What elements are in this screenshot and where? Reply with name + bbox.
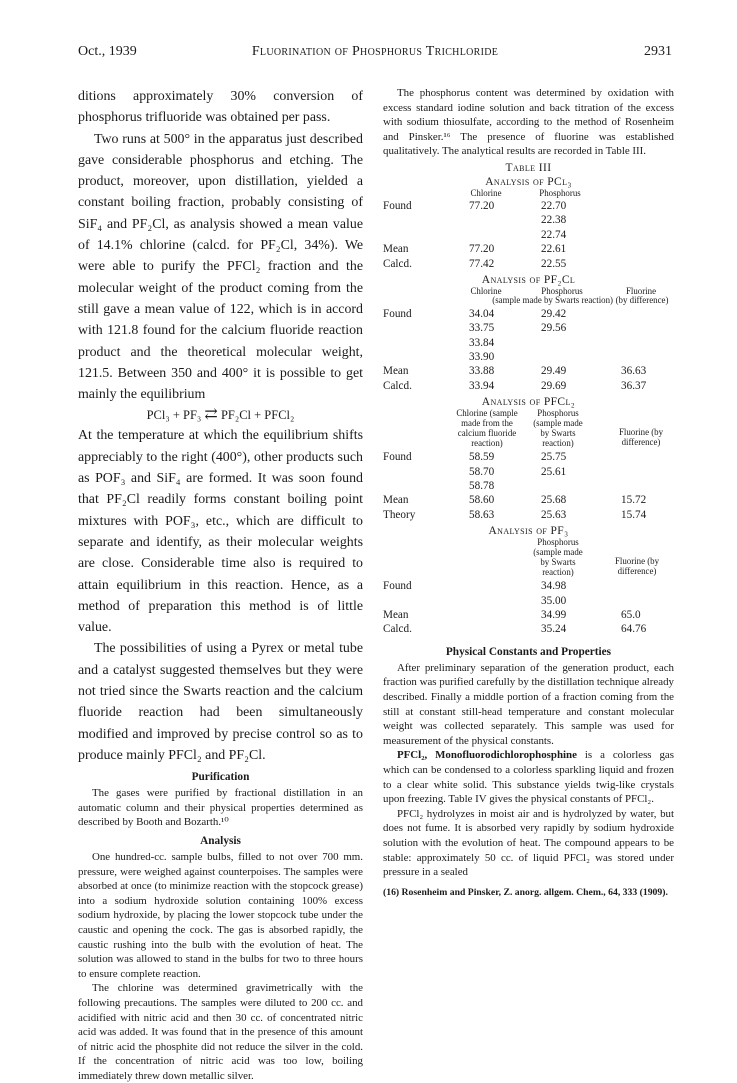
table-cell: 36.63 (621, 365, 647, 378)
left-column (78, 86, 363, 1083)
column-header: Phosphorus (541, 285, 583, 296)
row-label: Mean (383, 494, 409, 507)
equation-left: PCl₃ + PF₃ (146, 408, 202, 423)
paragraph: After preliminary separation of the generation product, each fraction was purified carefully by the distillation technique already described. Finally a middle portion of a fraction coming from the still at constant still-head temperature and constant molecular weight was collected separately. This sample was used for measurement of the physical constants. (383, 661, 674, 747)
compound-name: PFCl₂, Monofluorodichlorophosphine (397, 749, 577, 762)
paragraph: ditions approximately 30% conversion of phosphorus trifluoride was obtained per pass. (78, 89, 363, 126)
table-row (383, 351, 674, 365)
table-cell: 15.74 (621, 508, 647, 521)
equilibrium-arrow-icon: ⇄ (204, 406, 218, 424)
column-header: Fluorine (by difference) (618, 427, 664, 448)
table-cell: 58.70 (469, 465, 495, 478)
table-cell: 25.63 (541, 508, 567, 521)
table-cell: 22.74 (541, 228, 567, 241)
table-cell: 15.72 (621, 494, 647, 507)
table-cell: 33.88 (469, 365, 495, 378)
row-label: Calcd. (383, 257, 412, 270)
table-cell: 22.70 (541, 199, 567, 212)
table-cell: 29.42 (541, 307, 567, 320)
equilibrium-equation (78, 405, 363, 425)
header-title: Fluorination of Phosphorus Trichloride (251, 44, 499, 59)
row-label: Mean (383, 243, 409, 256)
table-row (383, 480, 674, 494)
row-label: Calcd. (383, 379, 412, 392)
table-cell: 58.60 (469, 494, 495, 507)
table-cell: 22.55 (541, 257, 567, 270)
paragraph: One hundred-cc. sample bulbs, filled to not over 700 mm. pressure, were weighed against counterpoises. The samples were absorbed at once (to minimize reaction with the stopcock grease) into a sodium hydroxide solution containing 100% excess sodium hydroxide, by placing the lower stopcock tube under the caustic and opening the cock. The gas is absorbed rapidly, the caustic rushing into the bulb with the evolution of heat. The solution was allowed to stand in the bulbs for two to three hours to ensure complete reaction. (78, 850, 363, 980)
section-heading-purification: Purification (191, 771, 250, 784)
footnote (383, 886, 674, 899)
column-header: Phosphorus (sample made by Swarts reaction) (533, 408, 583, 448)
paragraph: The gases were purified by fractional distillation in an automatic column and their physical properties determined as described by Booth and Bozarth.¹⁰ (78, 787, 363, 829)
table-row (383, 308, 674, 322)
column-header: Chlorine (470, 285, 502, 296)
table-cell: 34.98 (541, 580, 567, 593)
table-cell: 33.75 (469, 322, 495, 335)
column-header: Phosphorus (539, 187, 581, 198)
paragraph (383, 748, 674, 806)
table-row (383, 337, 674, 351)
row-label: Found (383, 307, 412, 320)
table-cell: 25.75 (541, 451, 567, 464)
table-cell: 29.49 (541, 365, 567, 378)
right-column (383, 86, 674, 899)
table-row (383, 466, 674, 480)
table-section-title: Analysis of PF₃ (488, 525, 569, 538)
table-header-row (383, 287, 674, 308)
table-row (383, 229, 674, 243)
table-cell: 36.37 (621, 379, 647, 392)
table-cell: 22.61 (541, 243, 567, 256)
table-cell: 35.24 (541, 623, 567, 636)
row-label: Found (383, 199, 412, 212)
paragraph: The possibilities of using a Pyrex or metal tube and a catalyst suggested themselves but they were not tried since the Swarts reaction and the calcium fluoride reaction had been simultaneously modified and improved by precise control so as to produce mainly PFCl₂ and PF₂Cl. (78, 641, 363, 763)
table-row (383, 580, 674, 594)
column-header: Fluorine (625, 285, 657, 296)
paragraph: At the temperature at which the equilibrium shifts appreciably to the right (400°), other products such as POF₃ and SiF₄ are formed. It was soon found that PF₂Cl readily forms constant boiling point mixtures with POF₃, etc., which are difficult to separate and identify, as their molecular weights are close. Considerable time also is required to attain equilibrium in this reaction. Hence, as a method of preparation this method is of little value. (78, 428, 363, 636)
column-header: Chlorine (470, 187, 502, 198)
table-cell: 35.00 (541, 594, 567, 607)
row-label: Found (383, 580, 412, 593)
row-label: Mean (383, 365, 409, 378)
row-label: Found (383, 451, 412, 464)
table-cell: 25.68 (541, 494, 567, 507)
running-header (78, 44, 672, 64)
column-header: Chlorine (sample made from the calcium fluoride reaction) (456, 408, 518, 448)
column-header: Phosphorus (sample made by Swarts reaction) (533, 537, 583, 577)
table-header-row (383, 409, 674, 451)
table-row (383, 494, 674, 508)
table-cell: 22.38 (541, 214, 567, 227)
table-row (383, 365, 674, 379)
table-cell: 33.90 (469, 351, 495, 364)
table-row (383, 595, 674, 609)
table-header-row (383, 538, 674, 580)
table-cell: 34.99 (541, 609, 567, 621)
column-header-note: (sample made by Swarts reaction) (492, 294, 613, 305)
table-title: Table III (505, 161, 552, 174)
table-cell: 58.63 (469, 508, 495, 521)
row-label: Mean (383, 609, 409, 621)
table-row (383, 380, 674, 394)
header-date: Oct., 1939 (78, 44, 137, 59)
section-heading-analysis: Analysis (200, 834, 241, 847)
column-header: Fluorine (by difference) (614, 556, 660, 577)
table-cell: 33.94 (469, 379, 495, 392)
table-cell: 33.84 (469, 336, 495, 349)
row-label: Calcd. (383, 623, 412, 636)
table-row (383, 609, 674, 623)
paragraph: PFCl₂ hydrolyzes in moist air and is hydrolyzed by water, but does not fume. It is absorbed very rapidly by sodium hydroxide solution with the evolution of heat. The compound appears to be stable: approximately 50 cc. of liquid PFCl₂ was stored under pressure in a sealed (383, 807, 674, 879)
table-cell: 29.69 (541, 379, 567, 392)
table-cell: 34.04 (469, 307, 495, 320)
table-cell: 77.20 (469, 199, 495, 212)
paragraph: Two runs at 500° in the apparatus just described gave considerable phosphorus and etching. The product, moreover, upon distillation, yielded a constant boiling fraction, probably consisting of SiF₄ and PF₂Cl, as analysis showed a mean value of 14.1% chlorine (calcd. for PF₂Cl, 34%). We were able to purify the PFCl₂ fraction and the molecular weight of the product coming from the still gave a mean value of 122, which is in accord with 121.8 found for the calcium fluoride reaction product and the theoretical molecular weight, 121.5. Between 350 and 400° it is possible to get mainly the equilibrium (78, 131, 363, 403)
table-cell: 77.20 (469, 243, 495, 256)
paragraph: The chlorine was determined gravimetrically with the following precautions. The samples were diluted to 200 cc. and acidified with nitric acid and then 30 cc. of concentrated nitric acid was added. It was found that in the presence of this amount of nitric acid the phosphite did not reduce the silver in the cold. If the concentration of nitric acid was too low, boiling immediately threw down metallic silver. (78, 982, 363, 1082)
table-cell: 77.42 (469, 257, 495, 270)
section-heading-physical-constants: Physical Constants and Properties (445, 645, 612, 658)
table-cell: 29.56 (541, 322, 567, 335)
column-header-note: (by difference) (615, 294, 669, 305)
paragraph-text: is a colorless gas which can be condensed to a colorless sparkling liquid and frozen to a clear white solid. This substance yields twig-like crystals upon freezing. Table IV gives the physical constants of PFCl₂. (383, 749, 674, 806)
table-row (383, 200, 674, 214)
table-header-row (383, 189, 674, 200)
table-section-title: Analysis of PFCl₂ (481, 396, 576, 409)
row-label: Theory (383, 508, 416, 521)
table-row (383, 258, 674, 272)
table-section-title: Analysis of PF₂Cl (481, 273, 576, 286)
table-section-title: Analysis of PCl₃ (485, 175, 572, 188)
table-cell: 58.59 (469, 451, 495, 464)
footnote-text: (16) Rosenheim and Pinsker, Z. anorg. allgem. Chem., 64, 333 (1909). (383, 886, 668, 898)
table-row (383, 322, 674, 336)
table-cell: 25.61 (541, 465, 567, 478)
table-cell: 64.76 (621, 623, 647, 636)
equation-right: PF₂Cl + PFCl₂ (220, 408, 295, 423)
paragraph: The phosphorus content was determined by oxidation with excess standard iodine solution and back titration of the excess with sodium thiosulfate, according to the method of Rosenheim and Pinsker.¹⁶ The presence of fluorine was established qualitatively. The analytical results are recorded in Table III. (383, 87, 674, 158)
table-row (383, 243, 674, 257)
table-row (383, 451, 674, 465)
header-page-number: 2931 (644, 44, 672, 59)
table-cell: 58.78 (469, 480, 495, 493)
table-row (383, 509, 674, 523)
table-cell: 65.0 (621, 609, 641, 621)
table-row (383, 214, 674, 228)
table-row (383, 623, 674, 637)
